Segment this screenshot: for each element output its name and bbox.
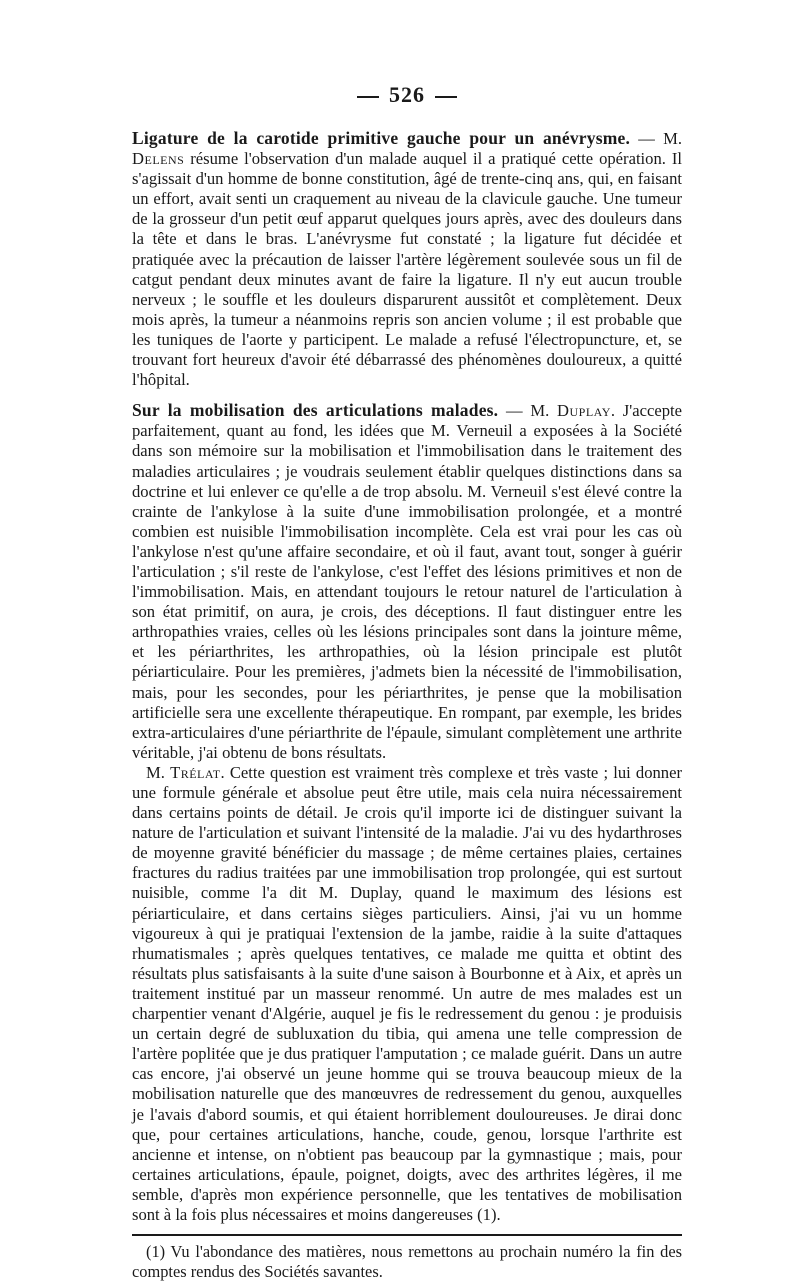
- discussion-lead: M.: [146, 762, 171, 782]
- article-author: Delens: [132, 149, 185, 169]
- page-number: 526: [389, 82, 425, 107]
- article-carotid-ligature: [132, 128, 682, 390]
- discussion-author: Trélat: [170, 762, 221, 782]
- article-lead: — M.: [630, 129, 682, 148]
- right-dash: [435, 96, 457, 98]
- article-text: résume l'observation d'un malade auquel il a pratiqué cette opération. Il s'agissait d'un homme de bonne constitution, âgé de trente-cinq ans, qui, en faisant un effort, avait senti un craquement au niveau de la clavicule gauche. Une tumeur de la grosseur d'un petit œuf apparut quelques jours après, avec des douleurs dans la tête et dans le bras. L'anévrysme fut constaté ; la ligature fut décidée et pratiquée avec la précaution de laisser l'artère légèrement soulevée sous un fil de catgut pendant deux minutes avant de faire la ligature. Il n'y eut aucun trouble nerveux ; le souffle et les douleurs disparurent aussitôt et complètement. Deux mois après, la tumeur a néanmoins repris son ancien volume ; il est probable que les tuniques de l'aorte y participent. Le malade a refusé l'électropuncture, et, se trouvant fort heureux d'avoir été débarrassé des phénomènes douloureux, a quitté l'hôpital.: [132, 149, 682, 390]
- article-title: Sur la mobilisation des articulations malades.: [132, 400, 499, 421]
- article-author: Duplay: [557, 401, 611, 421]
- article-text: . J'accepte parfaitement, quant au fond, les idées que M. Verneuil a exposées à la Société dans son mémoire sur la mobilisation et l'immobilisation dans le traitement des maladies articulaires ; je voudrais seulement établir quelques distinctions dans sa doctrine et lui enlever ce qu'elle a de trop absolu. M. Verneuil s'est élevé contre la crainte de l'ankylose à la suite d'une immobilisation prolongée, et a montré combien est nuisible l'immobilisation incomplète. Cela est vrai pour les cas où l'ankylose n'est qu'une affaire secondaire, et où il faut, avant tout, songer à guérir l'articulation ; s'il reste de l'ankylose, c'est l'effet des lésions primitives et non de l'immobilisation. Mais, en attendant toujours le retour naturel de l'articulation à son état primitif, on aura, je crois, des déceptions. Il faut distinguer entre les arthropathies vraies, celles où les lésions principales sont dans la jointure même, et les périarthrites, les arthropathies, où la lésion principale est plutôt périarticulaire. Pour les premières, j'admets bien la nécessité de l'immobilisation, mais, pour les secondes, pour les périarthrites, je pense que la mobilisation artificielle sera une excellente thérapeutique. En rompant, par exemple, les brides extra-articulaires d'une périarthrite de l'épaule, simulant complètement une arthrite véritable, j'ai obtenu de bons résultats.: [132, 401, 682, 762]
- article-title: Ligature de la carotide primitive gauche pour un anévrysme.: [132, 128, 631, 148]
- discussion-trelat: [132, 763, 682, 1225]
- left-dash: [357, 96, 379, 98]
- discussion-text: . Cette question est vraiment très complexe et très vaste ; lui donner une formule générale et absolue peut être utile, mais cela nuira nécessairement dans certains points de détail. Je crois qu'il importe ici de distinguer suivant la nature de l'articulation et suivant l'intensité de la maladie. J'ai vu des hydarthroses de moyenne gravité bénéficier du massage ; de même certaines plaies, certaines fractures du radius traitées par une immobilisation trop prolongée, qui est surtout nuisible, comme l'a dit M. Duplay, quand le maximum des lésions est périarticulaire, et dans certains sièges particuliers. Ainsi, j'ai vu un homme vigoureux à qui je pratiquai l'extension de la jambe, raidie à la suite d'attaques rhumatismales ; après quelques tentatives, ce malade me quitta et obtint des résultats plus satisfaisants à la suite d'une saison à Bourbonne et à Aix, et après un traitement institué par un masseur renommé. Un autre de mes malades est un charpentier venant d'Algérie, auquel je fis le redressement du genou : je produisis un certain degré de subluxation du tibia, qui amena une telle compression de l'artère poplitée que je dus pratiquer l'amputation ; ce malade guérit. Dans un autre cas encore, j'ai observé un jeune homme qui se trouva beaucoup mieux de la mobilisation naturelle que des manœuvres de redressement du genou, auxquelles je l'avais d'abord soumis, et qui étaient horriblement douloureuses. Je dirai donc que, pour certaines articulations, hanche, coude, genou, lorsque l'arthrite est ancienne et intense, on n'obtient pas beaucoup par la gymnastique ; mais, pour certaines articulations, épaule, poignet, doigts, avec des arthrites légères, il me semble, d'après mon expérience personnelle, que les tentatives de mobilisation sont à la fois plus nécessaires et moins dangereuses (1).: [132, 762, 682, 1224]
- article-lead: — M.: [498, 401, 558, 421]
- footnote: (1) Vu l'abondance des matières, nous remettons au prochain numéro la fin des comptes rendus des Sociétés savantes.: [132, 1242, 682, 1281]
- article-mobilisation: [132, 400, 682, 763]
- footnote-rule: [132, 1234, 682, 1236]
- page-number-header: [132, 82, 682, 108]
